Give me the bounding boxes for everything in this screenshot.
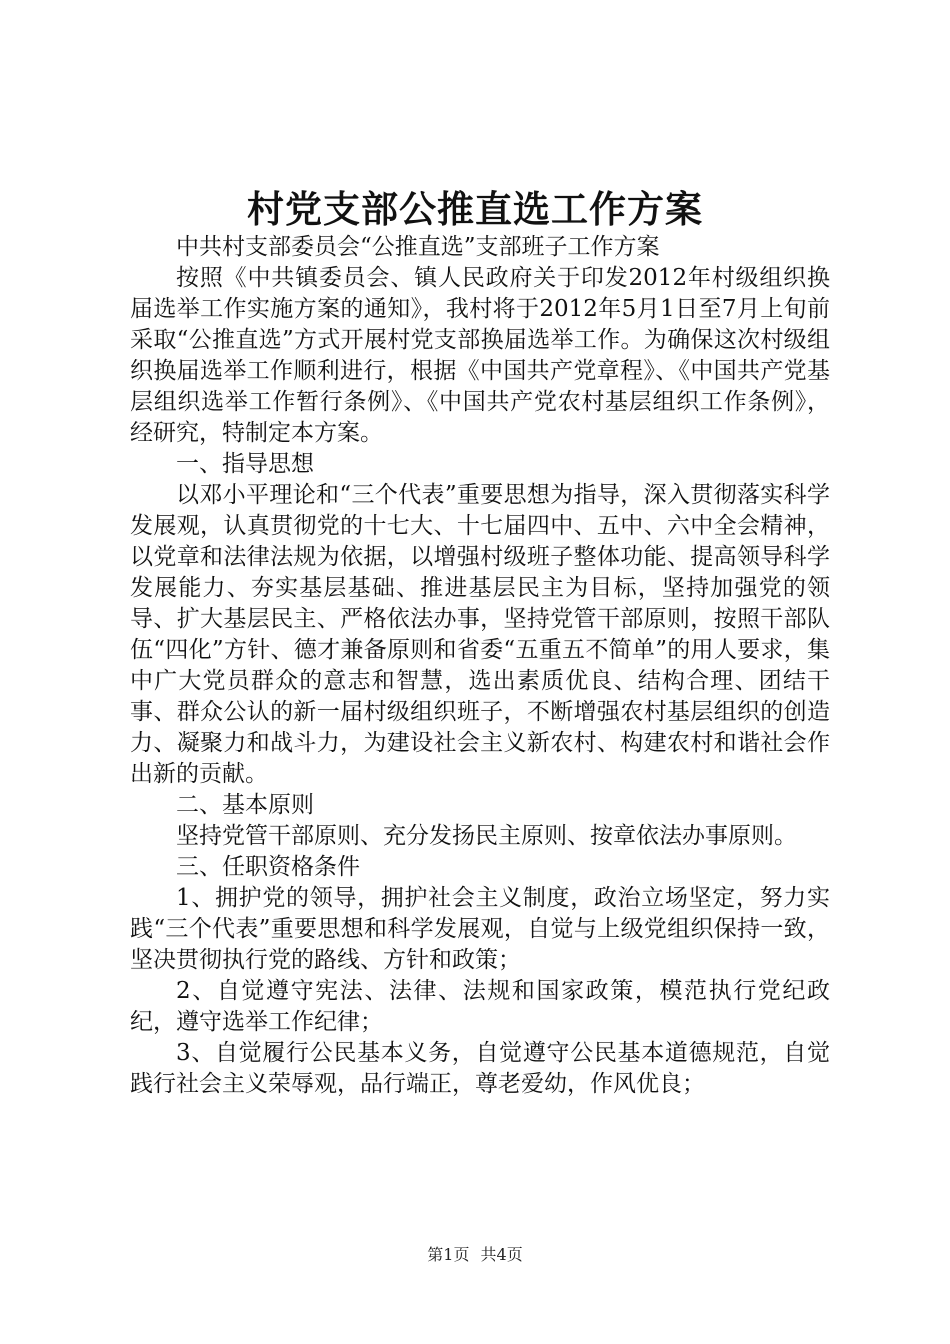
document-body (130, 232, 830, 1100)
qualification-item-3: 3、自觉履行公民基本义务，自觉遵守公民基本道德规范，自觉践行社会主义荣辱观，品行端正，尊老爱幼，作风优良； (130, 1040, 830, 1097)
page-footer (0, 1244, 950, 1266)
guiding-thought-paragraph: 以邓小平理论和“三个代表”重要思想为指导，深入贯彻落实科学发展观，认真贯彻党的十七大、十七届四中、五中、六中全会精神，以党章和法律法规为依据，以增强村级班子整体功能、提高领导科学发展能力、夯实基层基础、推进基层民主为目标，坚持加强党的领导、扩大基层民主、严格依法办事，坚持党管干部原则，按照干部队伍“四化”方针、德才兼备原则和省委“五重五不简单”的用人要求，集中广大党员群众的意志和智慧，选出素质优良、结构合理、团结干事、群众公认的新一届村级组织班子，不断增强农村基层组织的创造力、凝聚力和战斗力，为建设社会主义新农村、构建农村和谐社会作出新的贡献。 (130, 482, 830, 787)
section-heading-qualifications: 三、任职资格条件 (176, 854, 360, 880)
basic-principles-paragraph: 坚持党管干部原则、充分发扬民主原则、按章依法办事原则。 (176, 823, 797, 849)
section-heading-guiding-thought: 一、指导思想 (176, 451, 314, 477)
subtitle-paragraph: 中共村支部委员会“公推直选”支部班子工作方案 (176, 234, 660, 260)
qualification-item-2: 2、自觉遵守宪法、法律、法规和国家政策，模范执行党纪政纪，遵守选举工作纪律； (130, 978, 830, 1035)
document-title: 村党支部公推直选工作方案 (247, 188, 703, 231)
page-number: 第1页 (427, 1245, 470, 1264)
page-total: 共4页 (480, 1245, 523, 1264)
intro-paragraph: 按照《中共镇委员会、镇人民政府关于印发2012年村级组织换届选举工作实施方案的通知》，我村将于2012年5月1日至7月上旬前采取“公推直选”方式开展村党支部换届选举工作。为确保这次村级组织换届选举工作顺利进行，根据《中国共产党章程》、《中国共产党基层组织选举工作暂行条例》、《中国共产党农村基层组织工作条例》，经研究，特制定本方案。 (130, 265, 830, 446)
qualification-item-1: 1、拥护党的领导，拥护社会主义制度，政治立场坚定，努力实践“三个代表”重要思想和科学发展观，自觉与上级党组织保持一致，坚决贯彻执行党的路线、方针和政策； (130, 885, 830, 973)
section-heading-basic-principles: 二、基本原则 (176, 792, 314, 818)
